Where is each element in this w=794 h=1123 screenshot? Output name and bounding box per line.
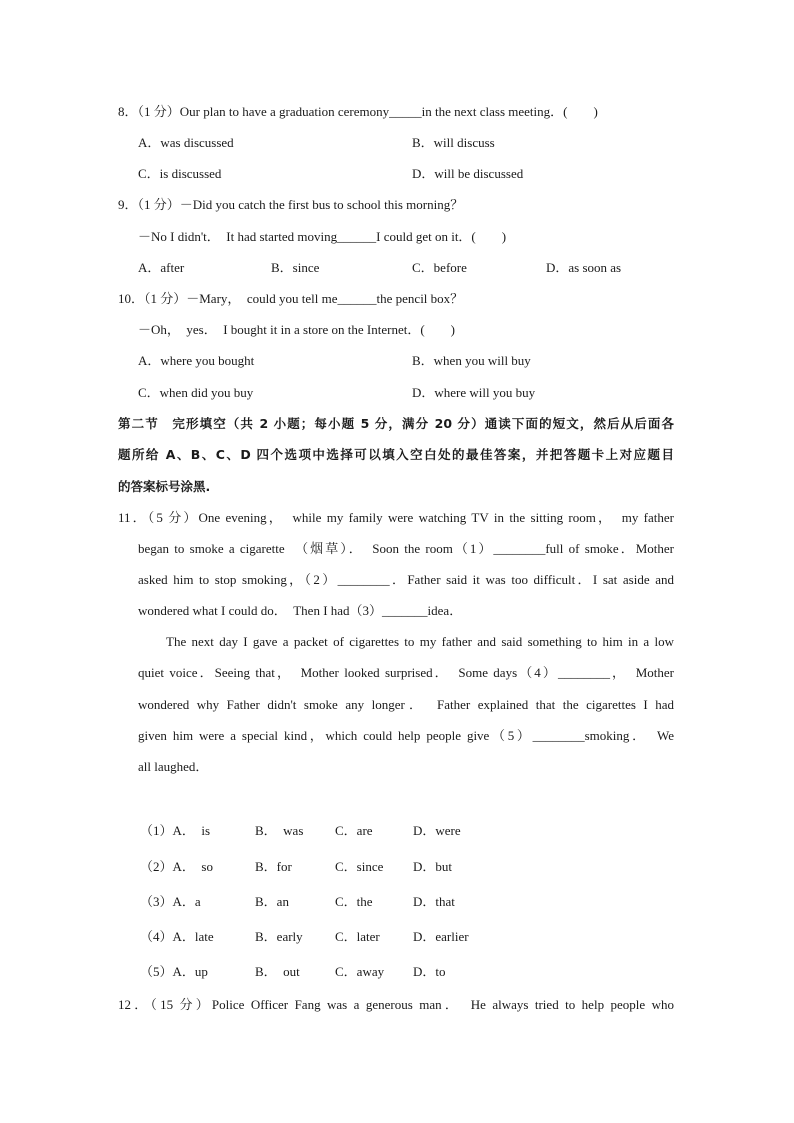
blank-5-option-d[interactable]: D．to bbox=[413, 964, 446, 979]
blank-2-option-a[interactable]: （2）A． so bbox=[140, 859, 213, 874]
blank-1-option-b[interactable]: B． was bbox=[255, 823, 304, 838]
blank-3-option-b[interactable]: B．an bbox=[255, 894, 289, 909]
question-9-option-b[interactable]: B．since bbox=[271, 260, 320, 275]
blank-2-option-c[interactable]: C．since bbox=[335, 859, 384, 874]
blank-5-option-a[interactable]: （5）A．up bbox=[140, 964, 208, 979]
blank-3-option-c[interactable]: C．the bbox=[335, 894, 373, 909]
blank-2-option-b[interactable]: B．for bbox=[255, 859, 292, 874]
section-2-instructions-line-2: 题所给 A、B、C、D 四个选项中选择可以填入空白处的最佳答案，并把答题卡上对应题目 bbox=[118, 447, 674, 462]
question-10-option-c[interactable]: C．when did you buy bbox=[138, 385, 254, 400]
blank-2-option-d[interactable]: D．but bbox=[413, 859, 453, 874]
question-11-passage-line-9: all laughed． bbox=[138, 759, 209, 774]
question-8-option-b[interactable]: B．will discuss bbox=[412, 135, 495, 150]
question-10-dialogue: －Oh， yes． I bought it in a store on the Internet．( ) bbox=[138, 322, 455, 337]
question-11-passage-line-2: began to smoke a cigarette （烟草）． Soon the room（1）________full of smoke．Mother bbox=[138, 541, 674, 556]
question-12-stem: 12．（15 分）Police Officer Fang was a generous man． He always tried to help people who bbox=[118, 997, 674, 1012]
section-2-instructions-line-3: 的答案标号涂黑. bbox=[118, 479, 211, 494]
blank-4-option-c[interactable]: C．later bbox=[335, 929, 380, 944]
blank-3-option-d[interactable]: D．that bbox=[413, 894, 455, 909]
blank-4-option-a[interactable]: （4）A．late bbox=[140, 929, 214, 944]
blank-3-option-a[interactable]: （3）A．a bbox=[140, 894, 201, 909]
question-11-passage-line-1: 11．（5 分）One evening， while my family were watching TV in the sitting room， my father bbox=[118, 510, 674, 525]
question-9-stem: 9．（1 分）－Did you catch the first bus to school this morning？ bbox=[118, 197, 464, 212]
question-10-stem: 10．（1 分）－Mary， could you tell me______the pencil box？ bbox=[118, 291, 464, 306]
question-9-option-a[interactable]: A．after bbox=[138, 260, 185, 275]
question-11-passage-line-7: wondered why Father didn't smoke any longer． Father explained that the cigarettes I had bbox=[138, 697, 674, 712]
question-9-dialogue: －No I didn't． It had started moving______I could get on it．( ) bbox=[138, 229, 507, 244]
question-8-stem: 8．（1 分）Our plan to have a graduation ceremony_____in the next class meeting．( ) bbox=[118, 104, 598, 119]
question-9-option-d[interactable]: D．as soon as bbox=[546, 260, 622, 275]
blank-5-option-b[interactable]: B． out bbox=[255, 964, 300, 979]
blank-4-option-b[interactable]: B．early bbox=[255, 929, 303, 944]
blank-1-option-c[interactable]: C．are bbox=[335, 823, 373, 838]
question-11-passage-line-6: quiet voice．Seeing that， Mother looked surprised． Some days（4）________， Mother bbox=[138, 665, 674, 680]
question-11-passage-line-4: wondered what I could do． Then I had（3）_______idea． bbox=[138, 603, 463, 618]
question-8-option-d[interactable]: D．will be discussed bbox=[412, 166, 524, 181]
blank-5-option-c[interactable]: C．away bbox=[335, 964, 385, 979]
blank-4-option-d[interactable]: D．earlier bbox=[413, 929, 469, 944]
question-10-option-a[interactable]: A．where you bought bbox=[138, 353, 255, 368]
question-11-passage-line-8: given him were a special kind，which could help people give（5）________smoking． We bbox=[138, 728, 674, 743]
question-10-option-b[interactable]: B．when you will buy bbox=[412, 353, 531, 368]
section-2-instructions-line-1: 第二节 完形填空（共 2 小题；每小题 5 分，满分 20 分）通读下面的短文，然后从后面各 bbox=[118, 416, 674, 431]
blank-1-option-d[interactable]: D．were bbox=[413, 823, 461, 838]
blank-1-option-a[interactable]: （1）A． is bbox=[140, 823, 211, 838]
question-8-option-a[interactable]: A．was discussed bbox=[138, 135, 234, 150]
question-11-passage-line-3: asked him to stop smoking，（2）________．Father said it was too difficult．I sat aside and bbox=[138, 572, 674, 587]
question-9-option-c[interactable]: C．before bbox=[412, 260, 467, 275]
question-11-passage-line-5: The next day I gave a packet of cigarettes to my father and said something to him in a low bbox=[166, 634, 674, 649]
question-8-option-c[interactable]: C．is discussed bbox=[138, 166, 222, 181]
question-10-option-d[interactable]: D．where will you buy bbox=[412, 385, 536, 400]
